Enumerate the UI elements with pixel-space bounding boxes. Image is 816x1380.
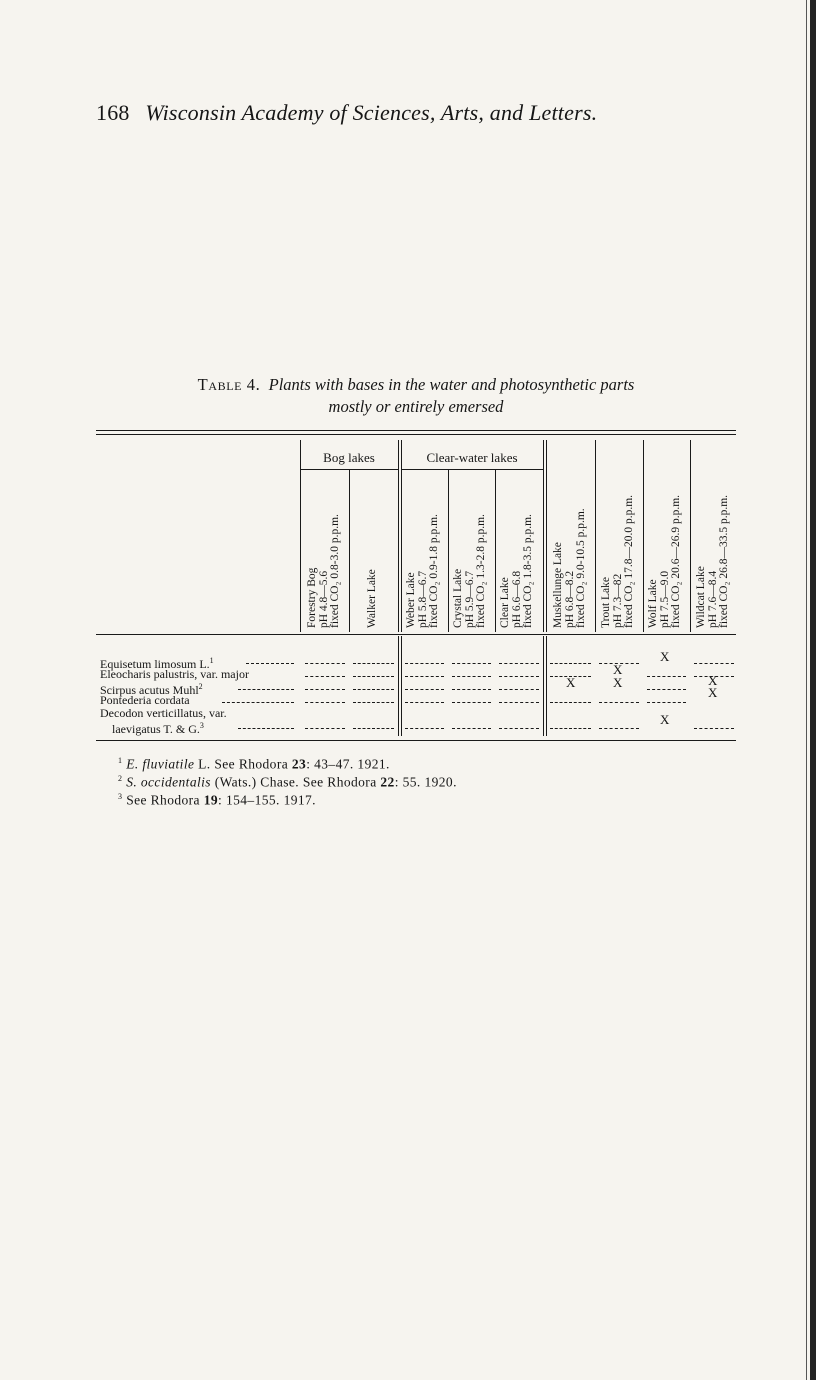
table-cell-empty xyxy=(452,728,491,729)
table-cell-empty xyxy=(305,676,345,677)
table-cell-empty xyxy=(647,676,686,677)
col-sep xyxy=(543,440,544,632)
table-cell-empty xyxy=(353,728,394,729)
table-cell-empty xyxy=(599,728,639,729)
row-label-laevigatus: laevigatus T. & G.$^3$ xyxy=(112,721,204,736)
table-cell-empty xyxy=(353,702,394,703)
table-cell-empty xyxy=(452,663,491,664)
col-sep xyxy=(398,636,399,736)
page-edge xyxy=(810,0,816,1380)
group-bog-lakes: Bog lakes xyxy=(323,450,375,465)
table-cell-empty xyxy=(499,702,539,703)
col-sep xyxy=(398,440,399,632)
header-bottom-rule xyxy=(96,634,736,635)
table-cell-empty xyxy=(694,663,734,664)
table-cell-empty xyxy=(599,702,639,703)
col-sep xyxy=(546,440,547,632)
running-head xyxy=(96,100,597,126)
table-cell-empty xyxy=(305,728,345,729)
row-label-equisetum: Equisetum limosum L.$^1$ xyxy=(100,656,214,671)
table-cell-empty xyxy=(499,689,539,690)
col-sep xyxy=(448,470,449,632)
leader-line xyxy=(238,689,294,690)
table-top-rule-2 xyxy=(96,434,736,435)
group-clear-water-lakes: Clear-water lakes xyxy=(426,450,518,465)
table-cell-empty xyxy=(405,689,444,690)
table-label: Table 4. xyxy=(197,375,261,394)
mark-x: X xyxy=(660,712,670,727)
mark-x: X xyxy=(660,649,670,664)
table-cell-empty xyxy=(647,689,686,690)
leader-line xyxy=(238,728,294,729)
table-cell-empty xyxy=(405,728,444,729)
mark-x: X xyxy=(566,675,576,690)
row-label-decodon: Decodon verticillatus, var. xyxy=(100,706,227,720)
table-cell-empty xyxy=(499,663,539,664)
table-cell-empty xyxy=(499,728,539,729)
leader-line xyxy=(222,702,294,703)
table-top-rule xyxy=(96,430,736,431)
page-number: 168 xyxy=(96,100,130,125)
col-sep xyxy=(546,636,547,736)
page-edge-line xyxy=(806,0,807,1380)
table-cell-empty xyxy=(499,676,539,677)
row-label-pontederia: Pontederia cordata xyxy=(100,693,190,707)
table-cell-empty xyxy=(550,663,591,664)
journal-title: Wisconsin Academy of Sciences, Arts, and Letters. xyxy=(145,100,598,125)
mark-x: X xyxy=(613,662,623,677)
col-sep xyxy=(643,440,644,632)
table-cell-empty xyxy=(452,702,491,703)
table-cell-empty xyxy=(353,676,394,677)
table-cell-empty xyxy=(550,702,591,703)
group-bog-underline xyxy=(300,469,398,470)
table-title-1: Plants with bases in the water and photosynthetic parts xyxy=(268,375,635,394)
col-sep xyxy=(401,636,402,736)
col-sep xyxy=(349,470,350,632)
table-cell-empty xyxy=(452,689,491,690)
table-cell-empty xyxy=(405,702,444,703)
col-sep xyxy=(495,470,496,632)
row-label-eleocharis: Eleocharis palustris, var. major xyxy=(100,667,249,681)
table-cell-empty xyxy=(305,663,345,664)
table-cell-empty xyxy=(405,676,444,677)
table-cell-empty xyxy=(305,702,345,703)
caption-line-1 xyxy=(96,374,736,396)
table-bottom-rule xyxy=(96,740,736,741)
group-clear-underline xyxy=(401,469,543,470)
table-caption xyxy=(96,374,736,418)
col-sep xyxy=(690,440,691,632)
mark-x: X xyxy=(708,685,718,700)
table-cell-empty xyxy=(353,663,394,664)
table-cell-empty xyxy=(353,689,394,690)
footnote-2: $^2$ S. occidentalis (Wats.) Chase. See Rhodora 22: 55. 1920. xyxy=(118,774,457,790)
table-title-2: mostly or entirely emersed xyxy=(328,397,504,416)
table-cell-empty xyxy=(452,676,491,677)
table-cell-empty xyxy=(647,702,686,703)
col-sep xyxy=(543,636,544,736)
mark-x: X xyxy=(708,673,718,688)
table-cell-empty xyxy=(305,689,345,690)
table-cell-empty xyxy=(405,663,444,664)
mark-x: X xyxy=(613,675,623,690)
table-cell-empty xyxy=(694,728,734,729)
col-sep xyxy=(595,440,596,632)
table-cell-empty xyxy=(550,728,591,729)
leader-line xyxy=(246,663,294,664)
footnote-1: $^1$ E. fluviatile L. See Rhodora 23: 43–47. 1921. xyxy=(118,756,390,772)
row-label-scirpus: Scirpus acutus Muhl$^2$ xyxy=(100,682,203,697)
footnote-3: $^3$ See Rhodora 19: 154–155. 1917. xyxy=(118,792,316,808)
